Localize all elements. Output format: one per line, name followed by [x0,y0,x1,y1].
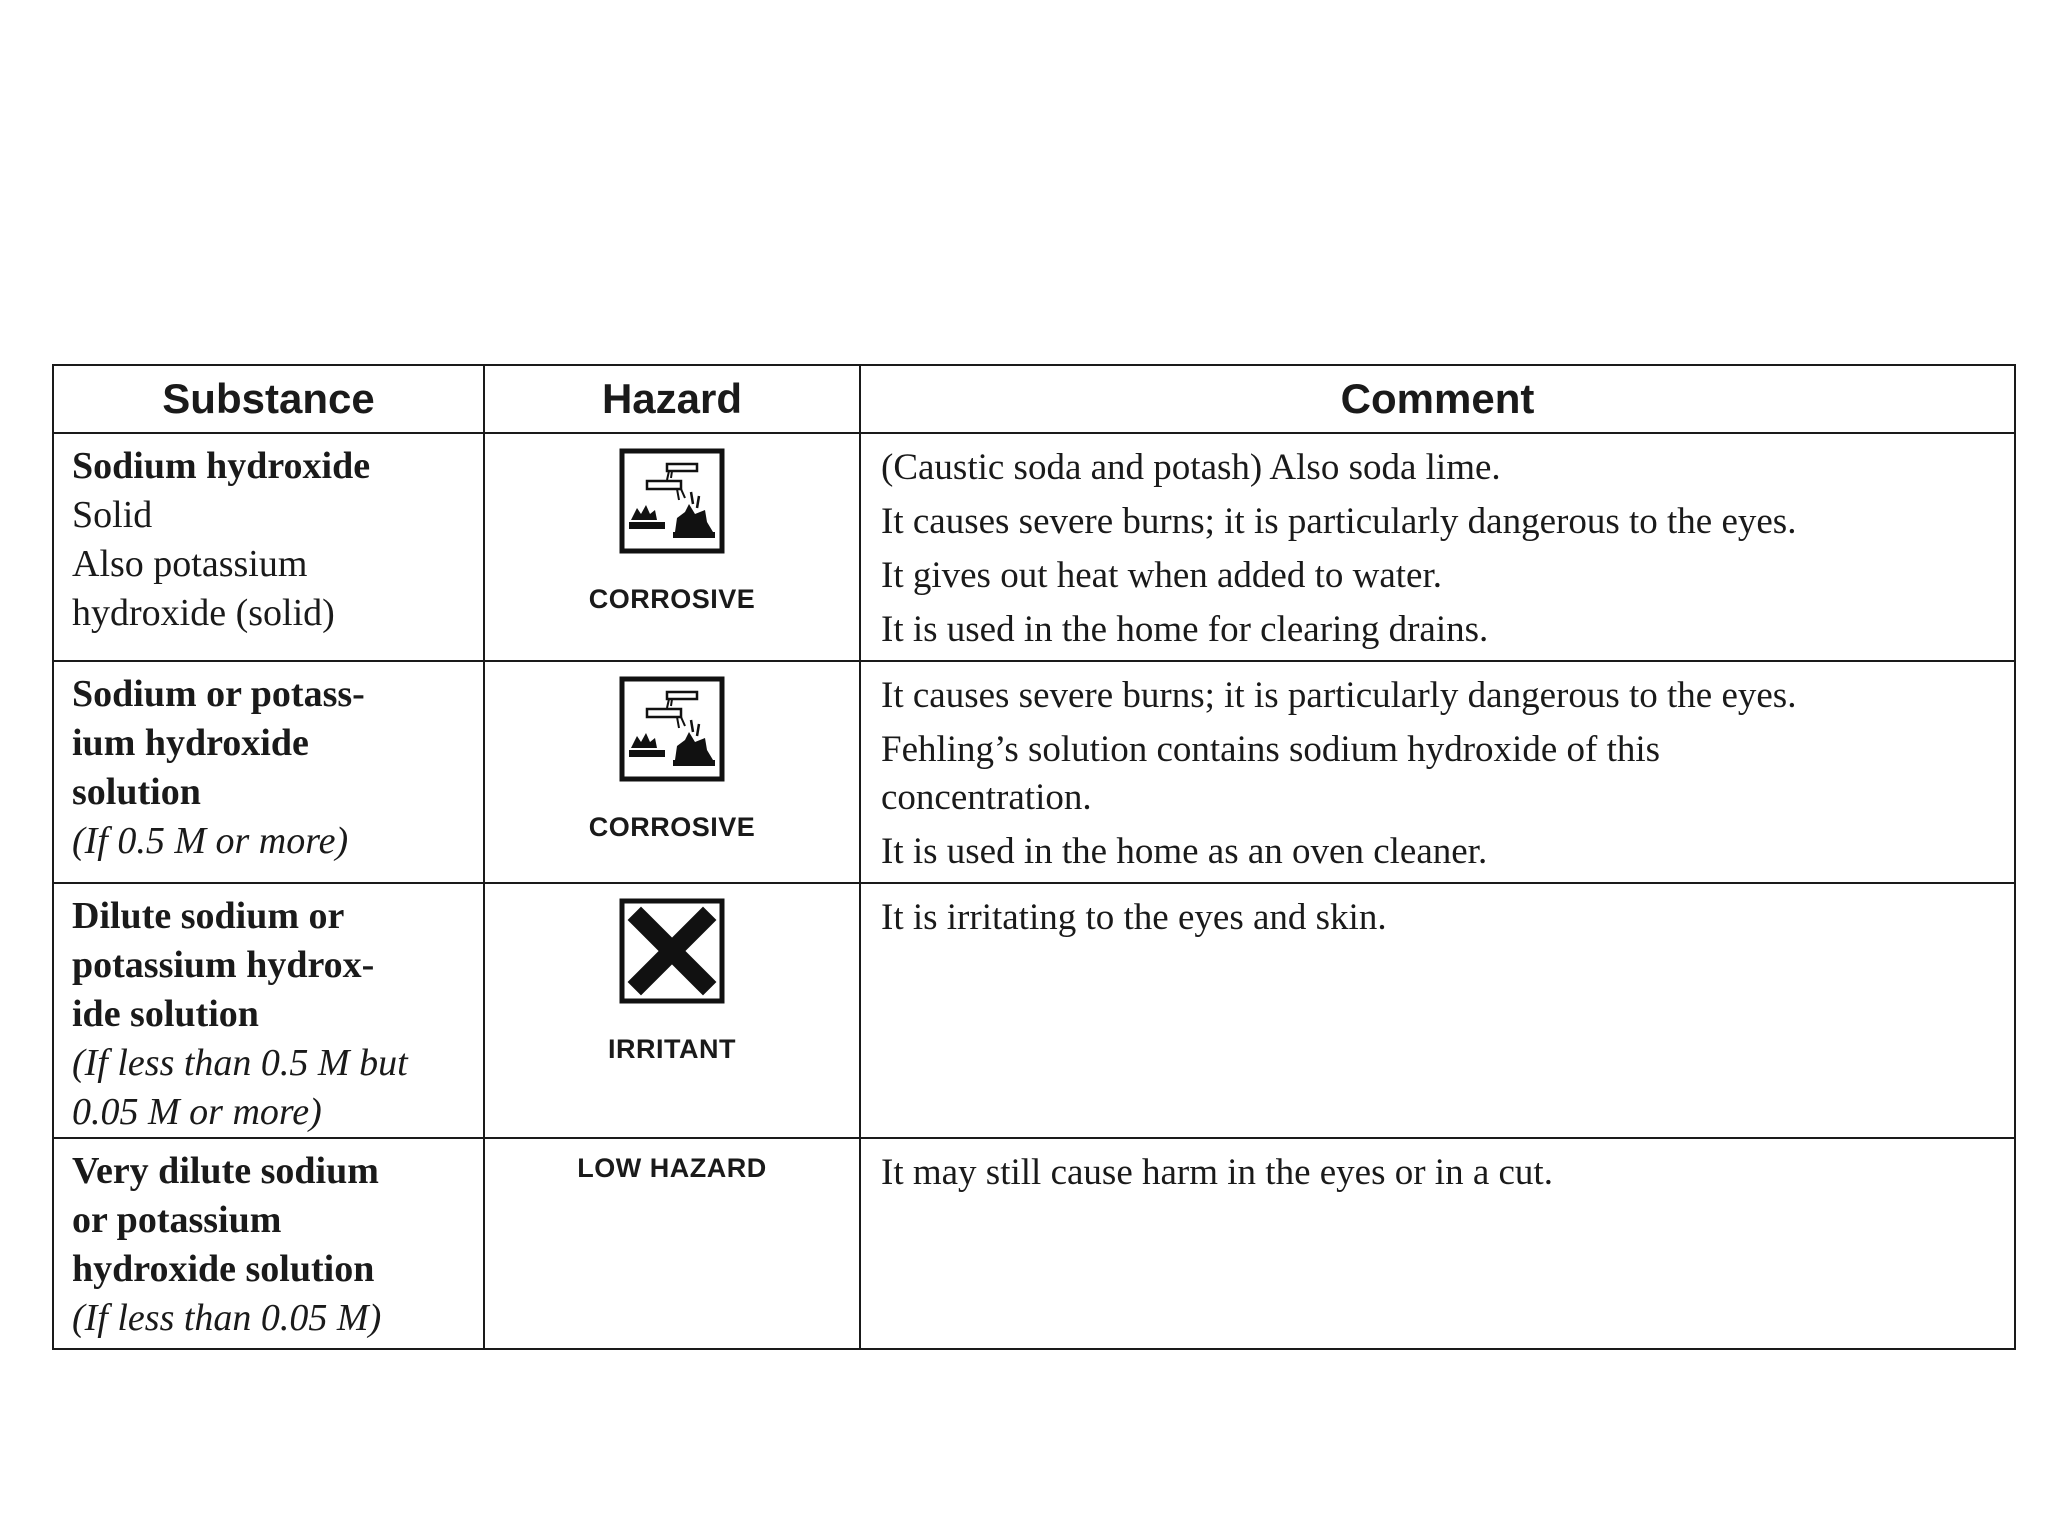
comment-cell [860,883,2015,1138]
table-row [53,883,2015,1138]
comment-line: Fehling’s solution contains sodium hydroxide of this [881,729,1661,770]
comment-line: It may still cause harm in the eyes or in a cut. [881,1152,1553,1193]
substance-cell [53,433,484,661]
substance-name: hydroxide solution [72,1248,375,1290]
table-header-row [53,365,2015,433]
irritant-cross-icon [619,898,725,1004]
substance-name: Sodium or potass- [72,673,365,715]
hazard-label: LOW HAZARD [577,1153,767,1183]
header-comment: Comment [860,365,2015,433]
comment-line: It gives out heat when added to water. [881,555,1442,596]
substance-name: ide solution [72,993,259,1035]
comment-line: (Caustic soda and potash) Also soda lime. [881,447,1501,488]
comment-line: It causes severe burns; it is particularly dangerous to the eyes. [881,501,1797,542]
concentration-note: (If less than 0.5 M but [72,1042,408,1084]
concentration-note: (If 0.5 M or more) [72,820,349,862]
hazard-table [52,364,2016,1350]
hazard-label: IRRITANT [608,1034,736,1064]
substance-name: Sodium hydroxide [72,445,371,487]
table-row [53,661,2015,883]
substance-detail: Also potassium [72,543,308,585]
comment-cell [860,1138,2015,1349]
substance-cell [53,661,484,883]
hazard-cell [484,883,860,1138]
comment-line: It is used in the home as an oven cleaner. [881,831,1488,872]
concentration-note: (If less than 0.05 M) [72,1297,382,1339]
substance-cell [53,883,484,1138]
substance-detail: Solid [72,494,153,536]
hazard-cell [484,433,860,661]
corrosive-icon [619,676,725,782]
hazard-cell [484,1138,860,1349]
substance-name: or potassium [72,1199,282,1241]
substance-cell [53,1138,484,1349]
substance-name: Dilute sodium or [72,895,345,937]
hazard-cell [484,661,860,883]
hazard-label: CORROSIVE [588,584,756,614]
comment-line: concentration. [881,777,1092,818]
substance-name: Very dilute sodium [72,1150,379,1192]
corrosive-icon [619,448,725,554]
comment-cell [860,661,2015,883]
table-row [53,1138,2015,1349]
comment-line: It is used in the home for clearing drains. [881,609,1489,650]
substance-detail: hydroxide (solid) [72,592,335,634]
header-hazard: Hazard [484,365,860,433]
header-substance: Substance [53,365,484,433]
comment-cell [860,433,2015,661]
substance-name: solution [72,771,201,813]
comment-line: It is irritating to the eyes and skin. [881,897,1387,938]
substance-name: potassium hydrox- [72,944,375,986]
comment-line: It causes severe burns; it is particularly dangerous to the eyes. [881,675,1797,716]
table-row [53,433,2015,661]
hazard-label: CORROSIVE [588,812,756,842]
substance-name: ium hydroxide [72,722,309,764]
concentration-note: 0.05 M or more) [72,1091,322,1133]
